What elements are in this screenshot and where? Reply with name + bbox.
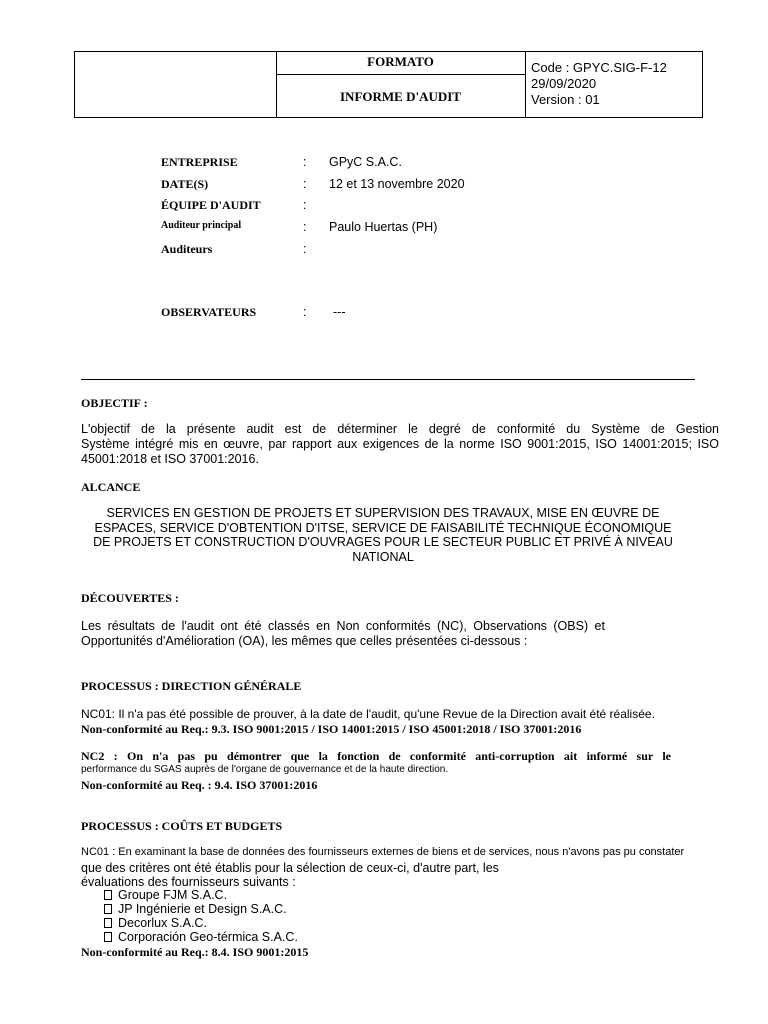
objectif-line: 45001:2018 et ISO 37001:2016. xyxy=(81,452,259,466)
nc2-requirement: Non-conformité au Req. : 9.4. ISO 37001:2016 xyxy=(81,778,318,792)
processus-couts-heading: PROCESSUS : COÛTS ET BUDGETS xyxy=(81,819,283,833)
alcance-line: DE PROJETS ET CONSTRUCTION D'OUVRAGES POUR LE SECTEUR PUBLIC ET PRIVÉ À NIVEAU xyxy=(93,535,673,549)
equipe-label: ÉQUIPE D'AUDIT xyxy=(161,198,261,212)
title-cell xyxy=(276,52,526,117)
processus-direction-heading: PROCESSUS : DIRECTION GÉNÉRALE xyxy=(81,679,302,693)
objectif-text xyxy=(81,422,719,467)
supplier-name: JP Ingénierie et Design S.A.C. xyxy=(118,902,287,916)
document-code: Code : GPYC.SIG-F-12 xyxy=(531,60,667,75)
nc2-text: NC2 : On n'a pas pu démontrer que la fonction de conformité anti-corruption ait informé sur le xyxy=(81,749,671,763)
colon: : xyxy=(303,242,307,256)
checkbox-icon xyxy=(104,904,112,914)
nc01-couts-requirement: Non-conformité au Req.: 8.4. ISO 9001:2015 xyxy=(81,945,309,959)
alcance-text xyxy=(81,506,685,564)
colon: : xyxy=(303,198,307,212)
nc01-couts-text-continued: que des critères ont été établis pour la sélection de ceux-ci, d'autre part, les xyxy=(81,861,499,875)
colon: : xyxy=(303,305,307,319)
colon: : xyxy=(303,155,307,169)
decouvertes-text xyxy=(81,619,605,649)
dates-value: 12 et 13 novembre 2020 xyxy=(329,177,465,191)
alcance-line: ESPACES, SERVICE D'OBTENTION D'ITSE, SERVICE DE FAISABILITÉ TECHNIQUE ÉCONOMIQUE xyxy=(94,520,672,535)
decouvertes-line: Opportunités d'Amélioration (OA), les mêmes que celles présentées ci-dessous : xyxy=(81,634,528,648)
colon: : xyxy=(303,220,307,234)
logo-cell xyxy=(75,52,277,117)
alcance-heading: ALCANCE xyxy=(81,480,141,494)
document-version: Version : 01 xyxy=(531,92,600,107)
entreprise-label: ENTREPRISE xyxy=(161,155,238,169)
auditeurs-label: Auditeurs xyxy=(161,242,213,256)
alcance-line: SERVICES EN GESTION DE PROJETS ET SUPERVISION DES TRAVAUX, MISE EN ŒUVRE DE xyxy=(106,506,660,520)
checkbox-icon xyxy=(104,932,112,942)
observateurs-value: --- xyxy=(333,305,346,319)
supplier-list-item xyxy=(104,888,227,902)
objectif-line: Système intégré mis en œuvre, par rapport aux exigences de la norme ISO 9001:2015, ISO 14001:2015; ISO xyxy=(81,437,719,451)
nc01-couts-text: NC01 : En examinant la base de données des fournisseurs externes de biens et de services, nous n'avons pas pu constater xyxy=(81,846,685,858)
supplier-list-item xyxy=(104,930,298,944)
entreprise-value: GPyC S.A.C. xyxy=(329,155,402,169)
decouvertes-line: Les résultats de l'audit ont été classés en Non conformités (NC), Observations (OBS) et xyxy=(81,619,605,633)
auditeur-principal-label: Auditeur principal xyxy=(161,220,242,231)
nc01-direction-text: NC01: Il n'a pas été possible de prouver, à la date de l'audit, qu'une Revue de la Direction avait été réalisée. xyxy=(81,707,655,721)
dates-label: DATE(S) xyxy=(161,177,209,191)
supplier-list-item xyxy=(104,902,287,916)
nc01-direction-requirement: Non-conformité au Req.: 9.3. ISO 9001:2015 / ISO 14001:2015 / ISO 45001:2018 / ISO 37001:2016 xyxy=(81,722,582,736)
observateurs-label: OBSERVATEURS xyxy=(161,305,257,319)
auditeur-principal-value: Paulo Huertas (PH) xyxy=(329,220,438,234)
document-date: 29/09/2020 xyxy=(531,76,597,91)
format-label: FORMATO xyxy=(276,52,525,75)
checkbox-icon xyxy=(104,918,112,928)
supplier-name: Decorlux S.A.C. xyxy=(118,916,207,930)
supplier-name: Groupe FJM S.A.C. xyxy=(118,888,228,902)
supplier-name: Corporación Geo-térmica S.A.C. xyxy=(118,930,298,944)
objectif-line: L'objectif de la présente audit est de déterminer le degré de conformité du Système de Gestion xyxy=(81,422,719,436)
divider xyxy=(81,379,695,380)
decouvertes-heading: DÉCOUVERTES : xyxy=(81,591,179,605)
header-table xyxy=(74,51,703,118)
document-meta-cell xyxy=(526,52,702,117)
document-title: INFORME D'AUDIT xyxy=(340,89,461,104)
colon: : xyxy=(303,177,307,191)
checkbox-icon xyxy=(104,890,112,900)
nc01-couts-text-continued: évaluations des fournisseurs suivants : xyxy=(81,875,296,889)
alcance-line: NATIONAL xyxy=(352,549,414,564)
objectif-heading: OBJECTIF : xyxy=(81,396,148,410)
supplier-list-item xyxy=(104,916,207,930)
nc2-text-continued: performance du SGAS auprès de l'organe de gouvernance et de la haute direction. xyxy=(81,764,449,775)
